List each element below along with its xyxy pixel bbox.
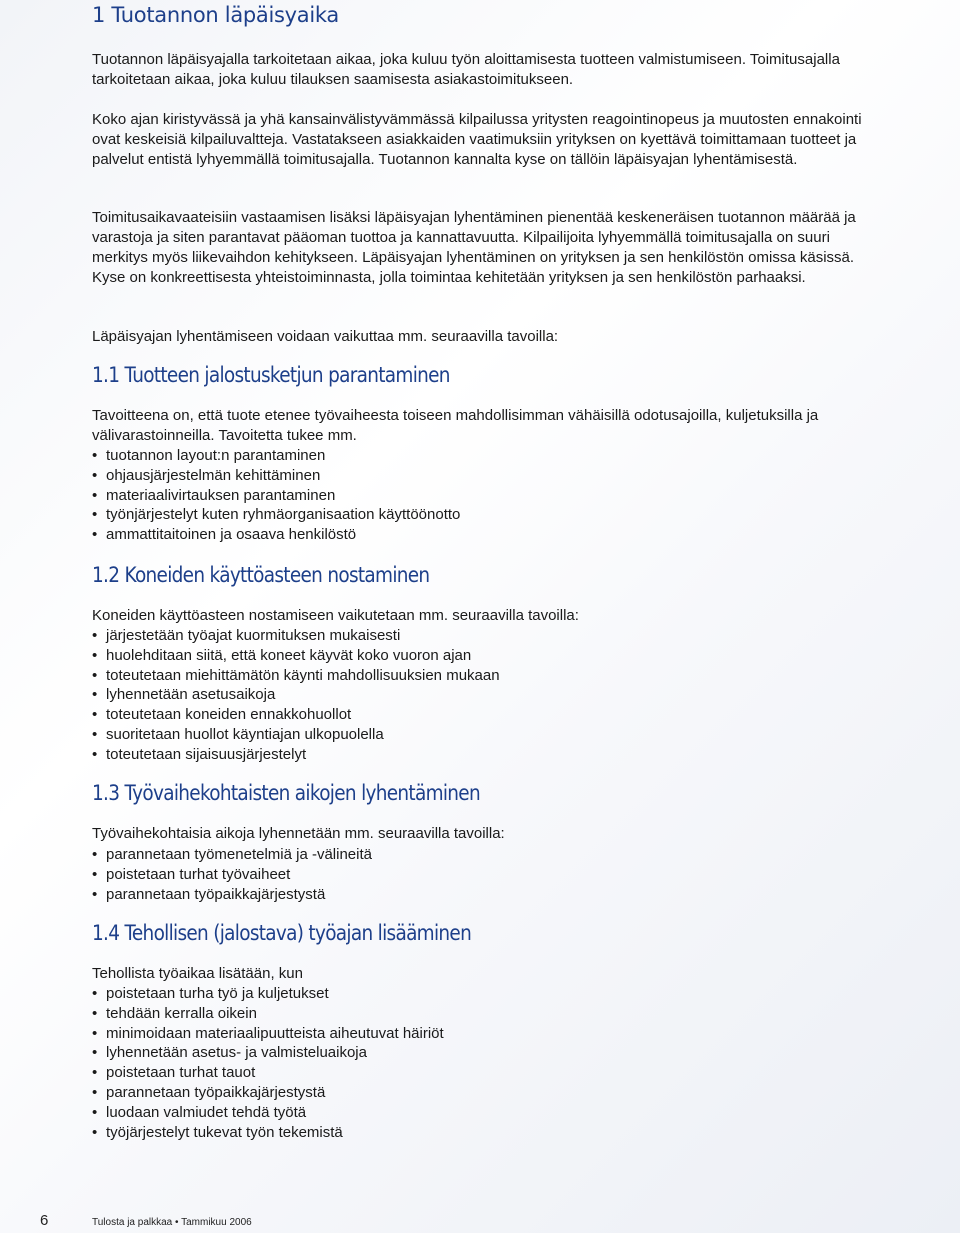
bullet-list-1-2 — [92, 626, 872, 765]
list-item: • poistetaan turhat työvaiheet — [92, 865, 872, 885]
list-item: • toteutetaan miehittämätön käynti mahdollisuuksien mukaan — [92, 666, 872, 686]
list-item: • ohjausjärjestelmän kehittäminen — [92, 466, 872, 486]
page-title: 1 Tuotannon läpäisyaika — [92, 3, 339, 27]
list-item: • parannetaan työpaikkajärjestystä — [92, 1083, 872, 1103]
list-item: • poistetaan turha työ ja kuljetukset — [92, 984, 872, 1004]
footer-text: Tulosta ja palkkaa • Tammikuu 2006 — [92, 1217, 252, 1228]
list-item: • järjestetään työajat kuormituksen mukaisesti — [92, 626, 872, 646]
page-number: 6 — [40, 1212, 49, 1229]
section-heading-1-4: 1.4 Tehollisen (jalostava) työajan lisääminen — [92, 921, 472, 945]
section-heading-1-2: 1.2 Koneiden käyttöasteen nostaminen — [92, 563, 430, 587]
section-intro-1-3: Työvaihekohtaisia aikoja lyhennetään mm. seuraavilla tavoilla: — [92, 825, 505, 842]
section-heading-1-1: 1.1 Tuotteen jalostusketjun parantaminen — [92, 363, 450, 387]
paragraph-4: Läpäisyajan lyhentämiseen voidaan vaikuttaa mm. seuraavilla tavoilla: — [92, 328, 559, 345]
list-item: • toteutetaan sijaisuusjärjestelyt — [92, 745, 872, 765]
list-item: • lyhennetään asetus- ja valmisteluaikoja — [92, 1043, 872, 1063]
paragraph-3: Toimitusaikavaateisiin vastaamisen lisäksi läpäisyajan lyhentäminen pienentää keskeneräisen tuotannon määrää ja varastoja ja siten parantavat pääoman tuottoa ja kannattavuutta. Kilpailijoita lyhyemmällä toimitusajalla on suuri merkitys myös liikevaihdon kehitykseen. Läpäisyajan lyhentäminen on yrityksen ja sen henkilöstön omissa käsissä. Kyse on konkreettisesta yhteistoiminnasta, jolla toimintaa kehitetään yrityksen ja sen henkilöstön parhaaksi. — [92, 209, 856, 286]
paragraph-1: Tuotannon läpäisyajalla tarkoitetaan aikaa, joka kuluu työn aloittamisesta tuotteen valmistumiseen. Toimitusajalla tarkoitetaan aikaa, joka kuluu tilauksen saamisesta asiakastoimitukseen. — [92, 51, 840, 88]
list-item: • työjärjestelyt tukevat työn tekemistä — [92, 1123, 872, 1143]
list-item: • materiaalivirtauksen parantaminen — [92, 486, 872, 506]
bullet-list-1-4 — [92, 984, 872, 1142]
bullet-list-1-1 — [92, 446, 872, 545]
list-item: • toteutetaan koneiden ennakkohuollot — [92, 705, 872, 725]
list-item: • minimoidaan materiaalipuutteista aiheutuvat häiriöt — [92, 1024, 872, 1044]
list-item: • tuotannon layout:n parantaminen — [92, 446, 872, 466]
list-item: • parannetaan työmenetelmiä ja -välineitä — [92, 845, 872, 865]
list-item: • parannetaan työpaikkajärjestystä — [92, 885, 872, 905]
list-item: • ammattitaitoinen ja osaava henkilöstö — [92, 525, 872, 545]
section-heading-1-3: 1.3 Työvaihekohtaisten aikojen lyhentäminen — [92, 781, 480, 805]
list-item: • tehdään kerralla oikein — [92, 1004, 872, 1024]
list-item: • luodaan valmiudet tehdä työtä — [92, 1103, 872, 1123]
list-item: • työnjärjestelyt kuten ryhmäorganisaation käyttöönotto — [92, 505, 872, 525]
section-intro-1-1: Tavoitteena on, että tuote etenee työvaiheesta toiseen mahdollisimman vähäisillä odotusajoilla, kuljetuksilla ja välivarastoinneilla. Tavoitetta tukee mm. — [92, 407, 819, 444]
list-item: • lyhennetään asetusaikoja — [92, 685, 872, 705]
section-intro-1-2: Koneiden käyttöasteen nostamiseen vaikutetaan mm. seuraavilla tavoilla: — [92, 607, 579, 624]
paragraph-2: Koko ajan kiristyvässä ja yhä kansainvälistyvämmässä kilpailussa yritysten reagointinopeus ja muutosten ennakointi ovat keskeisiä kilpailuvaltteja. Vastatakseen asiakkaiden vaatimuksiin yrityksen on kyettävä toimittamaan tuotteet ja palvelut entistä lyhyemmällä toimitusajalla. Tuotannon kannalta kyse on tällöin läpäisyajan lyhentämisestä. — [92, 111, 862, 168]
section-intro-1-4: Tehollista työaikaa lisätään, kun — [92, 965, 303, 982]
bullet-list-1-3 — [92, 845, 872, 904]
list-item: • huolehditaan siitä, että koneet käyvät koko vuoron ajan — [92, 646, 872, 666]
list-item: • suoritetaan huollot käyntiajan ulkopuolella — [92, 725, 872, 745]
list-item: • poistetaan turhat tauot — [92, 1063, 872, 1083]
